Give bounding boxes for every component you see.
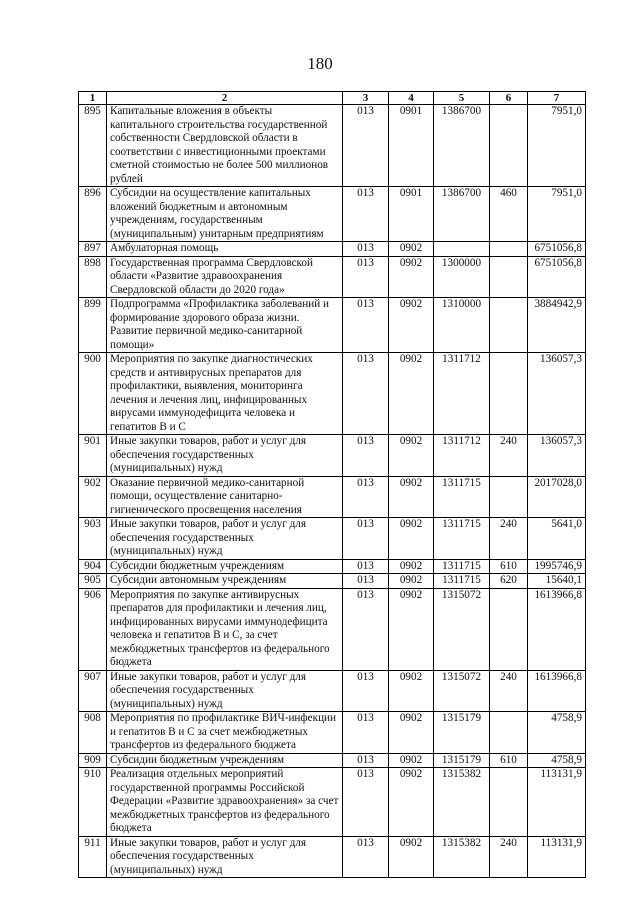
row-code-6: 240 xyxy=(490,836,528,878)
table-row xyxy=(79,559,586,574)
table-row xyxy=(79,256,586,298)
row-amount: 1613966,8 xyxy=(528,588,586,670)
row-amount: 113131,9 xyxy=(528,836,586,878)
row-code-3: 013 xyxy=(343,476,389,518)
row-amount: 1613966,8 xyxy=(528,670,586,712)
row-number: 902 xyxy=(79,476,107,518)
row-amount: 1995746,9 xyxy=(528,559,586,574)
row-number: 909 xyxy=(79,753,107,768)
row-code-4: 0902 xyxy=(389,353,434,435)
row-code-3: 013 xyxy=(343,768,389,837)
row-code-5: 1315382 xyxy=(434,768,490,837)
row-name: Мероприятия по закупке антивирусных препаратов для профилактики и лечения лиц, инфицированных вирусами иммунодефицита человека и гепатитов В и С, за счет межбюджетных трансфертов из федерального бюджета xyxy=(107,588,343,670)
table-row xyxy=(79,353,586,435)
table-header-row xyxy=(79,92,586,105)
row-code-6 xyxy=(490,588,528,670)
row-code-6 xyxy=(490,768,528,837)
row-name: Субсидии бюджетным учреждениям xyxy=(107,559,343,574)
row-name: Оказание первичной медико-санитарной помощи, осуществление санитарно-гигиенического просвещения населения xyxy=(107,476,343,518)
row-amount: 4758,9 xyxy=(528,753,586,768)
row-code-3: 013 xyxy=(343,588,389,670)
table-row xyxy=(79,435,586,477)
table-row xyxy=(79,574,586,589)
row-code-3: 013 xyxy=(343,256,389,298)
row-code-5: 1300000 xyxy=(434,256,490,298)
row-code-6: 240 xyxy=(490,435,528,477)
row-code-5: 1315072 xyxy=(434,588,490,670)
row-code-3: 013 xyxy=(343,712,389,754)
row-code-4: 0902 xyxy=(389,256,434,298)
row-number: 907 xyxy=(79,670,107,712)
row-code-5: 1311715 xyxy=(434,559,490,574)
row-code-5: 1386700 xyxy=(434,105,490,187)
row-code-3: 013 xyxy=(343,559,389,574)
row-name: Иные закупки товаров, работ и услуг для обеспечения государственных (муниципальных) нужд xyxy=(107,670,343,712)
row-code-5: 1315179 xyxy=(434,753,490,768)
table-row xyxy=(79,670,586,712)
row-name: Иные закупки товаров, работ и услуг для обеспечения государственных (муниципальных) нужд xyxy=(107,836,343,878)
row-amount: 136057,3 xyxy=(528,435,586,477)
row-number: 895 xyxy=(79,105,107,187)
row-code-5: 1311712 xyxy=(434,435,490,477)
row-amount: 15640,1 xyxy=(528,574,586,589)
row-code-3: 013 xyxy=(343,574,389,589)
row-code-6: 240 xyxy=(490,670,528,712)
row-number: 910 xyxy=(79,768,107,837)
table-row xyxy=(79,712,586,754)
row-code-5: 1315072 xyxy=(434,670,490,712)
row-code-6: 240 xyxy=(490,518,528,560)
table-row xyxy=(79,836,586,878)
row-code-3: 013 xyxy=(343,836,389,878)
row-number: 896 xyxy=(79,187,107,242)
row-number: 904 xyxy=(79,559,107,574)
column-header-1: 1 xyxy=(79,92,107,105)
row-code-4: 0902 xyxy=(389,242,434,257)
column-header-5: 5 xyxy=(434,92,490,105)
row-code-5: 1311715 xyxy=(434,476,490,518)
row-number: 908 xyxy=(79,712,107,754)
row-code-6 xyxy=(490,298,528,353)
row-code-4: 0902 xyxy=(389,753,434,768)
row-number: 900 xyxy=(79,353,107,435)
row-number: 905 xyxy=(79,574,107,589)
row-code-5: 1386700 xyxy=(434,187,490,242)
row-code-6: 610 xyxy=(490,559,528,574)
row-number: 898 xyxy=(79,256,107,298)
row-amount: 136057,3 xyxy=(528,353,586,435)
row-code-6 xyxy=(490,353,528,435)
row-name: Амбулаторная помощь xyxy=(107,242,343,257)
row-code-4: 0902 xyxy=(389,559,434,574)
row-amount: 7951,0 xyxy=(528,105,586,187)
row-name: Подпрограмма «Профилактика заболеваний и формирование здорового образа жизни. Развитие первичной медико-санитарной помощи» xyxy=(107,298,343,353)
table-row xyxy=(79,105,586,187)
row-code-5 xyxy=(434,242,490,257)
table-row xyxy=(79,476,586,518)
row-code-6 xyxy=(490,242,528,257)
row-code-4: 0902 xyxy=(389,435,434,477)
row-name: Иные закупки товаров, работ и услуг для обеспечения государственных (муниципальных) нужд xyxy=(107,435,343,477)
row-amount: 3884942,9 xyxy=(528,298,586,353)
row-name: Реализация отдельных мероприятий государственной программы Российской Федерации «Развитие здравоохранения» за счет межбюджетных трансфертов из федерального бюджета xyxy=(107,768,343,837)
row-number: 906 xyxy=(79,588,107,670)
row-code-4: 0901 xyxy=(389,105,434,187)
row-code-5: 1311712 xyxy=(434,353,490,435)
row-code-5: 1311715 xyxy=(434,574,490,589)
row-code-4: 0901 xyxy=(389,187,434,242)
row-code-6: 610 xyxy=(490,753,528,768)
row-code-3: 013 xyxy=(343,105,389,187)
row-amount: 113131,9 xyxy=(528,768,586,837)
row-amount: 6751056,8 xyxy=(528,242,586,257)
row-name: Иные закупки товаров, работ и услуг для обеспечения государственных (муниципальных) нужд xyxy=(107,518,343,560)
row-code-4: 0902 xyxy=(389,298,434,353)
row-code-6: 620 xyxy=(490,574,528,589)
row-code-6 xyxy=(490,105,528,187)
row-number: 899 xyxy=(79,298,107,353)
row-code-4: 0902 xyxy=(389,836,434,878)
row-amount: 4758,9 xyxy=(528,712,586,754)
row-code-4: 0902 xyxy=(389,588,434,670)
table-row xyxy=(79,298,586,353)
table-row xyxy=(79,187,586,242)
row-code-3: 013 xyxy=(343,242,389,257)
row-code-3: 013 xyxy=(343,670,389,712)
row-amount: 7951,0 xyxy=(528,187,586,242)
column-header-7: 7 xyxy=(528,92,586,105)
row-code-3: 013 xyxy=(343,753,389,768)
table-row xyxy=(79,753,586,768)
row-amount: 6751056,8 xyxy=(528,256,586,298)
row-name: Капитальные вложения в объекты капитального строительства государственной собственности Свердловской области в соответствии с инвестиционными проектами сметной стоимостью не более 500 миллионов рублей xyxy=(107,105,343,187)
row-code-4: 0902 xyxy=(389,574,434,589)
column-header-4: 4 xyxy=(389,92,434,105)
row-name: Субсидии автономным учреждениям xyxy=(107,574,343,589)
row-code-5: 1311715 xyxy=(434,518,490,560)
row-number: 901 xyxy=(79,435,107,477)
budget-table xyxy=(78,91,586,878)
row-code-4: 0902 xyxy=(389,768,434,837)
row-code-5: 1315382 xyxy=(434,836,490,878)
row-code-4: 0902 xyxy=(389,712,434,754)
row-name: Субсидии бюджетным учреждениям xyxy=(107,753,343,768)
row-number: 911 xyxy=(79,836,107,878)
column-header-6: 6 xyxy=(490,92,528,105)
table-row xyxy=(79,768,586,837)
table-row xyxy=(79,518,586,560)
row-code-3: 013 xyxy=(343,298,389,353)
row-amount: 2017028,0 xyxy=(528,476,586,518)
row-code-3: 013 xyxy=(343,187,389,242)
row-name: Государственная программа Свердловской области «Развитие здравоохранения Свердловской области до 2020 года» xyxy=(107,256,343,298)
column-header-3: 3 xyxy=(343,92,389,105)
table-row xyxy=(79,588,586,670)
row-code-6 xyxy=(490,712,528,754)
row-amount: 5641,0 xyxy=(528,518,586,560)
row-name: Мероприятия по закупке диагностических средств и антивирусных препаратов для профилактики, выявления, мониторинга лечения и лечения лиц, инфицированных вирусами иммунодефицита человека и гепатитов В и С xyxy=(107,353,343,435)
row-code-4: 0902 xyxy=(389,518,434,560)
row-code-3: 013 xyxy=(343,435,389,477)
row-code-4: 0902 xyxy=(389,670,434,712)
row-code-6 xyxy=(490,256,528,298)
row-code-3: 013 xyxy=(343,518,389,560)
column-header-2: 2 xyxy=(107,92,343,105)
table-row xyxy=(79,242,586,257)
page-number: 180 xyxy=(307,54,333,73)
row-code-4: 0902 xyxy=(389,476,434,518)
row-name: Мероприятия по профилактике ВИЧ-инфекции и гепатитов В и С за счет межбюджетных трансфертов из федерального бюджета xyxy=(107,712,343,754)
row-number: 903 xyxy=(79,518,107,560)
row-code-5: 1315179 xyxy=(434,712,490,754)
row-number: 897 xyxy=(79,242,107,257)
row-code-3: 013 xyxy=(343,353,389,435)
row-code-6: 460 xyxy=(490,187,528,242)
row-name: Субсидии на осуществление капитальных вложений бюджетным и автономным учреждениям, государственным (муниципальным) унитарным предприятиям xyxy=(107,187,343,242)
row-code-5: 1310000 xyxy=(434,298,490,353)
row-code-6 xyxy=(490,476,528,518)
